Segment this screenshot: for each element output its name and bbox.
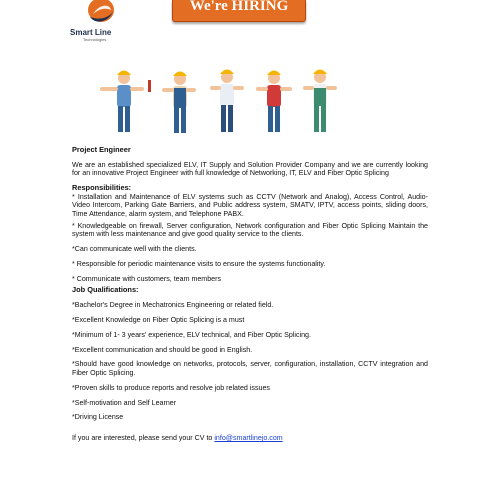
qualification-item: *Excellent Knowledge on Fiber Optic Splicing is a must — [72, 316, 245, 324]
apply-text: If you are interested, please send your CV to — [72, 434, 215, 443]
qualification-item: *Proven skills to produce reports and resolve job related issues — [72, 383, 270, 392]
qualification-item: *Should have good knowledge on networks, protocols, server, configuration, installation, CCTV integration and Fiber Optic Splicing. — [72, 360, 428, 377]
worker-figure — [162, 72, 196, 134]
workers-group-icon — [82, 66, 352, 140]
qualification-item: *Bachelor's Degree in Mechatronics Engineering or related field. — [72, 301, 274, 310]
company-tagline: Technologies — [83, 37, 107, 42]
qualifications-heading: Job Qualifications: — [72, 285, 139, 295]
job-title: Project Engineer — [72, 145, 131, 154]
worker-figure — [100, 71, 151, 133]
qualification-item: *Driving License — [72, 413, 124, 422]
apply-line — [72, 434, 428, 443]
responsibility-item: * Knowledgeable on firewall, Server configuration, Network configuration and Fiber Optic Splicing Maintain the system with less maintenance and give good quality service to the clients. — [72, 221, 428, 239]
responsibilities-heading: Responsibilities: — [72, 183, 132, 193]
qualification-item: *Self-motivation and Self Learner — [72, 398, 177, 407]
worker-figure — [303, 70, 337, 133]
responsibility-item: * Communicate with customers, team members — [72, 274, 222, 283]
qualification-item: *Excellent communication and should be good in English. — [72, 345, 253, 354]
qualification-item: *Minimum of 1- 3 years' experience, ELV technical, and Fiber Optic Splicing. — [72, 330, 311, 339]
responsibility-item: * Installation and Maintenance of ELV systems such as CCTV (Network and Analog), Access Control, Audio-Video Intercom, Parking Gate Barriers, and Public address system, SMATV, IPTV, access points, sliding doors, Time Attendance, alarm system, and Telephone PABX. — [72, 192, 428, 218]
worker-figure — [210, 70, 244, 133]
worker-figure — [256, 71, 292, 133]
company-name: Smart Line — [70, 28, 112, 37]
smartline-logo-icon — [80, 0, 122, 28]
job-intro: We are an established specialized ELV, IT Supply and Solution Provider Company and we are currently looking for an innovative Project Engineer with full knowledge of Networking, IT, ELV and Fiber Optic Splicing — [72, 160, 428, 178]
hiring-banner: We're HIRING — [172, 0, 306, 22]
job-posting — [72, 146, 428, 443]
responsibility-item: * Responsible for periodic maintenance visits to ensure the systems functionality. — [72, 259, 326, 268]
apply-email-link[interactable]: info@smartlinejo.com — [214, 434, 283, 443]
responsibility-item: *Can communicate well with the clients. — [72, 245, 197, 254]
